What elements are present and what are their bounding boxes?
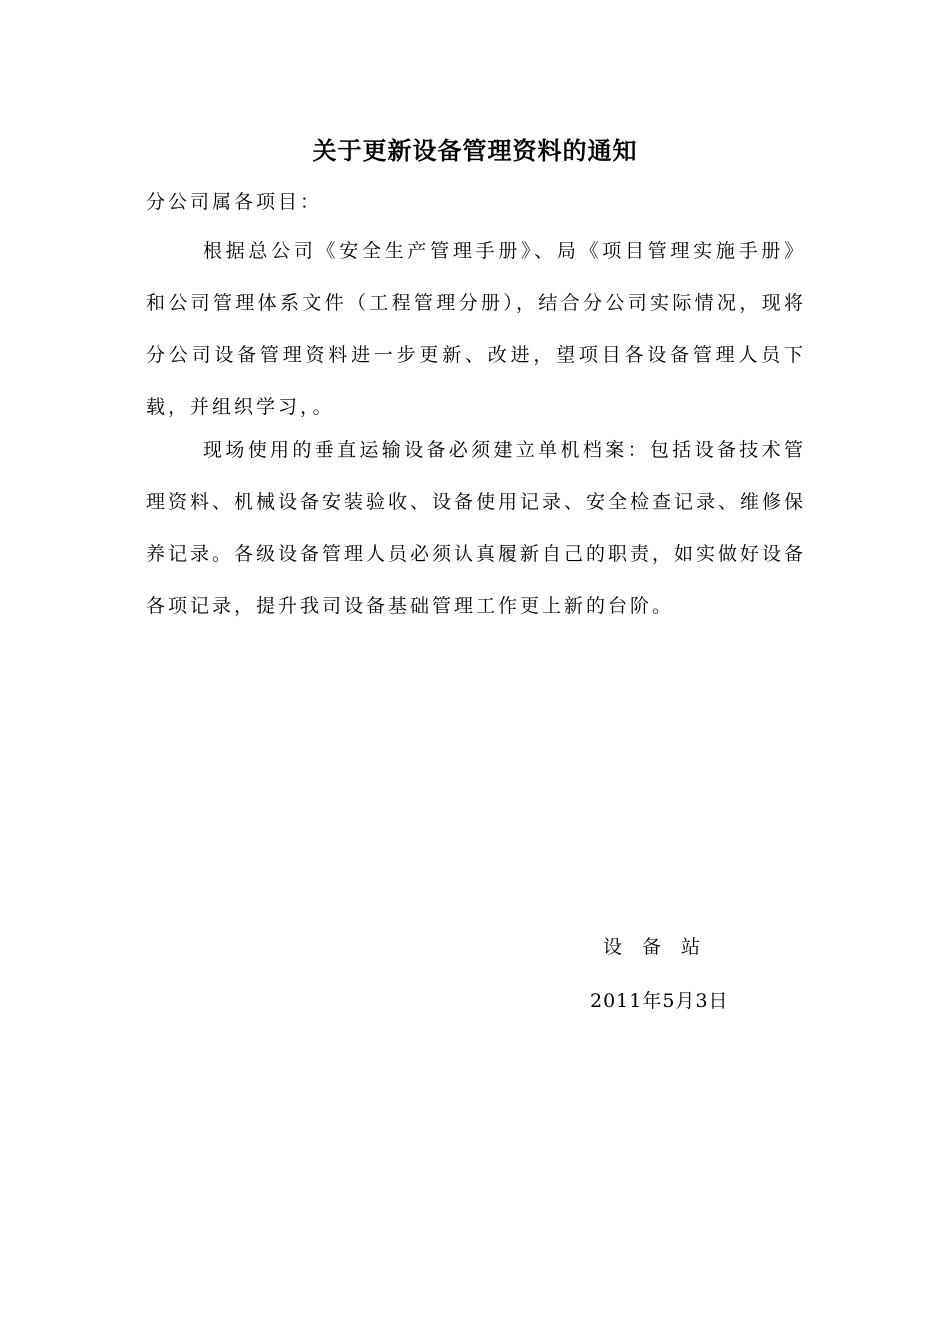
body-paragraph-2: 现场使用的垂直运输设备必须建立单机档案：包括设备技术管理资料、机械设备安装验收、设备使用记录、安全检查记录、维修保养记录。各级设备管理人员必须认真履新自己的职责，如实做好设备各项记录，提升我司设备基础管理工作更上新的台阶。 [146, 439, 807, 617]
body-paragraph-1: 根据总公司《安全生产管理手册》、局《项目管理实施手册》和公司管理体系文件（工程管理分册），结合分公司实际情况，现将分公司设备管理资料进一步更新、改进，望项目各设备管理人员下载，并组织学习，。 [146, 240, 806, 418]
salutation: 分公司属各项目： [146, 191, 323, 213]
issue-date: 2011年5月3日 [590, 990, 729, 1012]
signer: 设备站 [603, 936, 721, 958]
document-title: 关于更新设备管理资料的通知 [312, 136, 638, 165]
